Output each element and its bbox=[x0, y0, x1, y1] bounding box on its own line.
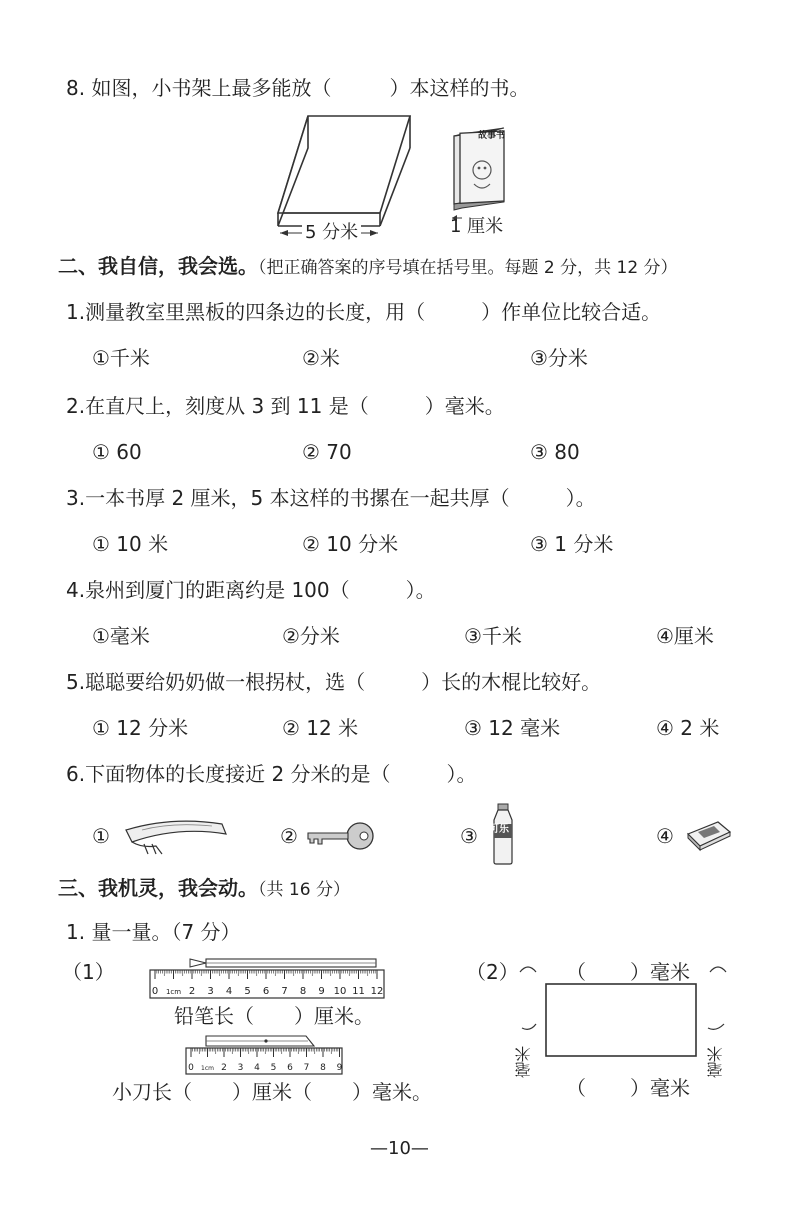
s2-q6-option-2[interactable]: ② bbox=[280, 824, 298, 848]
q8-text-a: 8. 如图，小书架上最多能放（ bbox=[66, 76, 332, 100]
section3-note: （共 16 分） bbox=[258, 880, 350, 900]
s2-q5-num: 5. bbox=[66, 670, 86, 694]
s3-q1-title: 1. 量一量。（7 分） bbox=[66, 920, 241, 944]
scarf-icon bbox=[122, 816, 230, 856]
ruler1-tick-label: 11 bbox=[352, 986, 365, 997]
s2-q5-text-a: 聪聪要给奶奶做一根拐杖，选（ bbox=[85, 670, 366, 694]
s2-q1-option-3[interactable]: ③分米 bbox=[530, 346, 588, 370]
ruler-knife-figure bbox=[186, 1034, 346, 1076]
shelf-width-label: 5 分米 bbox=[302, 224, 361, 242]
rect-right-unit: 毫米 bbox=[706, 1046, 725, 1078]
s2-q5-option-1[interactable]: ① 12 分米 bbox=[92, 716, 189, 740]
ruler1-tick-label: 10 bbox=[333, 986, 347, 997]
page-number: —10— bbox=[370, 1138, 429, 1159]
s2-q2-num: 2. bbox=[66, 394, 86, 418]
storybook-figure bbox=[446, 126, 516, 226]
s3-part1-label: （1） bbox=[62, 960, 115, 984]
ruler1-tick-label: 3 bbox=[207, 986, 214, 997]
key-icon bbox=[306, 820, 376, 852]
pencil-text-a: 铅笔长（ bbox=[174, 1004, 254, 1028]
book-cover-title: 故事书 bbox=[478, 131, 506, 141]
s2-q4-option-3[interactable]: ③千米 bbox=[464, 624, 522, 648]
s2-q5-option-2[interactable]: ② 12 米 bbox=[282, 716, 359, 740]
ruler1-tick-label: 2 bbox=[188, 986, 196, 997]
s2-q3-option-3[interactable]: ③ 1 分米 bbox=[530, 532, 614, 556]
ruler1-tick-label: 5 bbox=[244, 986, 251, 997]
section2-title: 二、我自信，我会选。 bbox=[58, 254, 258, 278]
section3-header bbox=[58, 878, 350, 899]
ruler2-tick-label: 5 bbox=[270, 1063, 277, 1073]
rect-top-a: （ bbox=[566, 960, 586, 984]
knife-text-a: 小刀长（ bbox=[112, 1080, 192, 1104]
ruler-pencil-figure bbox=[150, 956, 390, 1002]
s2-q4 bbox=[66, 580, 436, 600]
rect-top-b: ）毫米 bbox=[630, 960, 690, 984]
section2-note: （把正确答案的序号填在括号里。每题 2 分，共 12 分） bbox=[258, 258, 678, 278]
s2-q4-num: 4. bbox=[66, 578, 86, 602]
ruler1-tick-label: 0 bbox=[151, 986, 159, 997]
eraser-icon bbox=[684, 818, 734, 852]
s2-q6-text-b: ）。 bbox=[446, 762, 477, 786]
s2-q1-text-a: 测量教室里黑板的四条边的长度，用（ bbox=[85, 300, 426, 324]
s2-q5-text-b: ）长的木棍比较好。 bbox=[421, 670, 602, 694]
ruler2-tick-label: 2 bbox=[221, 1063, 227, 1073]
ruler2-tick-label: 4 bbox=[254, 1063, 260, 1073]
q8-text-b: ）本这样的书。 bbox=[389, 76, 530, 100]
rect-top-question bbox=[566, 962, 690, 982]
ruler2-tick-label: 1cm bbox=[201, 1065, 214, 1072]
s2-q4-text-a: 泉州到厦门的距离约是 100（ bbox=[85, 578, 350, 602]
ruler1-tick-label: 9 bbox=[318, 986, 325, 997]
book-thickness-label: 1 厘米 bbox=[450, 216, 504, 237]
s3-part2-label: （2） bbox=[466, 960, 519, 984]
s2-q6-option-4[interactable]: ④ bbox=[656, 824, 674, 848]
pencil-text-b: ）厘米。 bbox=[294, 1004, 374, 1028]
s2-q4-option-2[interactable]: ②分米 bbox=[282, 624, 340, 648]
ruler1-tick-label: 1cm bbox=[165, 988, 182, 996]
s2-q2 bbox=[66, 396, 505, 416]
ruler2-tick-label: 9 bbox=[336, 1063, 343, 1073]
s2-q1-option-1[interactable]: ①千米 bbox=[92, 346, 150, 370]
ruler1-tick-label: 6 bbox=[262, 986, 270, 997]
s2-q1 bbox=[66, 302, 661, 322]
s2-q4-option-4[interactable]: ④厘米 bbox=[656, 624, 714, 648]
s2-q3-option-1[interactable]: ① 10 米 bbox=[92, 532, 169, 556]
ruler2-tick-label: 8 bbox=[320, 1063, 326, 1073]
s2-q6-option-3[interactable]: ③ bbox=[460, 824, 478, 848]
s2-q2-option-2[interactable]: ② 70 bbox=[302, 440, 352, 464]
s2-q6 bbox=[66, 764, 477, 784]
q8-stem bbox=[66, 78, 529, 98]
ruler2-tick-label: 0 bbox=[188, 1063, 194, 1073]
s2-q5-option-4[interactable]: ④ 2 米 bbox=[656, 716, 720, 740]
s2-q3-option-2[interactable]: ② 10 分米 bbox=[302, 532, 399, 556]
rect-bottom-question bbox=[566, 1078, 690, 1098]
s2-q6-text-a: 下面物体的长度接近 2 分米的是（ bbox=[85, 762, 391, 786]
ruler2-tick-label: 3 bbox=[237, 1063, 244, 1073]
rect-bottom-a: （ bbox=[566, 1076, 586, 1100]
section3-title: 三、我机灵，我会动。 bbox=[58, 876, 258, 900]
s2-q2-option-1[interactable]: ① 60 bbox=[92, 440, 142, 464]
pencil-question bbox=[174, 1006, 374, 1026]
ruler1-tick-label: 7 bbox=[281, 986, 288, 997]
s2-q1-text-b: ）作单位比较合适。 bbox=[481, 300, 662, 324]
ruler1-tick-label: 4 bbox=[225, 986, 233, 997]
s2-q3-num: 3. bbox=[66, 486, 86, 510]
rect-left-unit: 毫米 bbox=[514, 1046, 533, 1078]
s2-q3-text-a: 一本书厚 2 厘米，5 本这样的书摞在一起共厚（ bbox=[85, 486, 510, 510]
s2-q5-option-3[interactable]: ③ 12 毫米 bbox=[464, 716, 561, 740]
rect-bottom-b: ）毫米 bbox=[630, 1076, 690, 1100]
ruler1-tick-label: 8 bbox=[299, 986, 307, 997]
s2-q1-option-2[interactable]: ②米 bbox=[302, 346, 340, 370]
s2-q6-num: 6. bbox=[66, 762, 86, 786]
s2-q1-num: 1. bbox=[66, 300, 86, 324]
s2-q2-option-3[interactable]: ③ 80 bbox=[530, 440, 580, 464]
bottle-label: 可乐 bbox=[489, 824, 509, 835]
ruler2-tick-label: 6 bbox=[287, 1063, 293, 1073]
knife-text-c: ）毫米。 bbox=[352, 1080, 432, 1104]
knife-question bbox=[112, 1082, 432, 1102]
s2-q3 bbox=[66, 488, 596, 508]
s2-q4-text-b: ）。 bbox=[405, 578, 436, 602]
s2-q4-option-1[interactable]: ①毫米 bbox=[92, 624, 150, 648]
s2-q6-option-1[interactable]: ① bbox=[92, 824, 110, 848]
knife-text-b: ）厘米（ bbox=[232, 1080, 312, 1104]
s2-q5 bbox=[66, 672, 601, 692]
s2-q2-text-b: ）毫米。 bbox=[424, 394, 505, 418]
ruler1-tick-label: 12 bbox=[370, 986, 384, 997]
ruler2-tick-label: 7 bbox=[303, 1063, 310, 1073]
s2-q3-text-b: ）。 bbox=[565, 486, 596, 510]
s2-q2-text-a: 在直尺上，刻度从 3 到 11 是（ bbox=[85, 394, 369, 418]
section2-header bbox=[58, 256, 678, 277]
